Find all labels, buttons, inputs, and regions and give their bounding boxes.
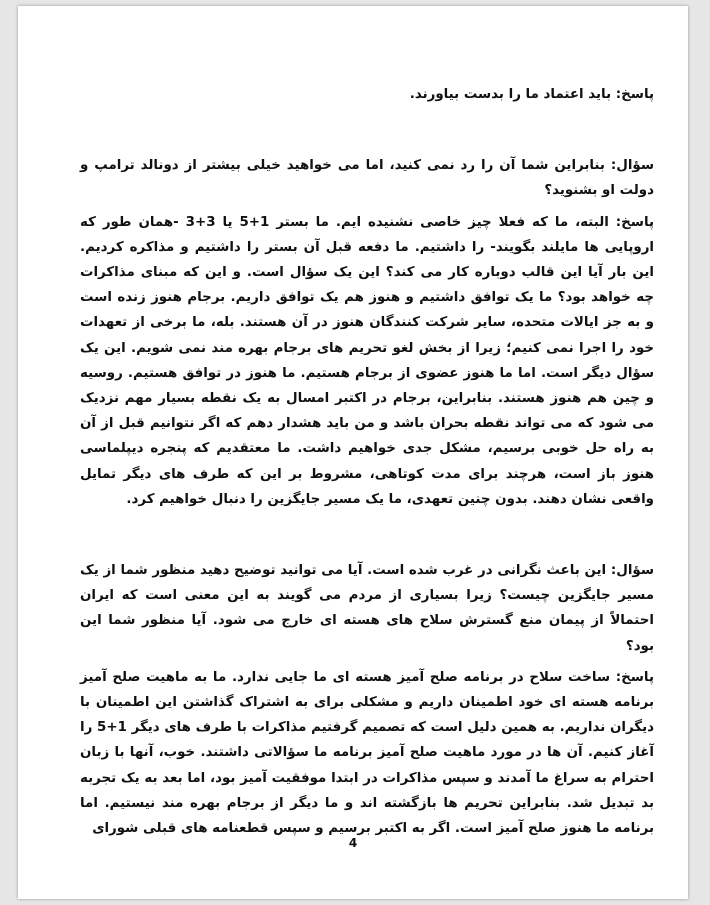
answer-paragraph: پاسخ: باید اعتماد ما را بدست بیاورند. <box>409 87 654 102</box>
document-body <box>80 82 654 841</box>
question-paragraph: سؤال: بنابراین شما آن را رد نمی کنید، اما می خواهید خیلی بیشتر از دونالد ترامپ و دولت او بشنوید؟ <box>80 158 654 199</box>
document-page <box>18 6 688 899</box>
answer-paragraph: پاسخ: ساخت سلاح در برنامه صلح آمیز هسته ای ما جایی ندارد. ما به ماهیت صلح آمیز برنامه هسته ای خود اطمینان داریم و مشکلی برای به اشتراک گذاشتن این اطمینان با دیگران نداریم. به همین دلیل است که تصمیم گرفتیم مذاکرات با طرف های دیگر 1+5 را آغاز کنیم. آن ها در مورد ماهیت صلح آمیز برنامه ما سؤالاتی داشتند. خوب، آنها با زبان احترام به سراغ ما آمدند و سپس مذاکرات در ابتدا موفقیت آمیز بود، اما بعد به یک تجربه بد تبدیل شد. بنابراین تحریم ها بازگشته اند و ما دیگر از برجام بهره مند نیستیم. اما برنامه ما هنوز صلح آمیز است. اگر به اکتبر برسیم و سپس قطعنامه های قبلی شورای <box>80 669 654 837</box>
answer-paragraph: پاسخ: البته، ما که فعلا چیز خاصی نشنیده ایم. ما بستر 1+5 یا 3+3 -همان طور که اروپایی ها مایلند بگویند- را داشتیم. ما دفعه قبل آن بستر را داشتیم و مذاکره کردیم. این بار آیا این قالب دوباره کار می کند؟ این یک سؤال است. و این که مبنای مذاکرات چه خواهد بود؟ ما یک توافق داشتیم و هنوز هم یک توافق داریم. برجام هنوز زنده است و به جز ایالات متحده، سایر شرکت کنندگان هنوز در آن هستند. بله، ما برخی از تعهدات خود را اجرا نمی کنیم؛ زیرا از بخش لغو تحریم های برجام بهره مند نمی شویم. این یک سؤال دیگر است. اما ما هنوز عضوی از برجام هستیم. ما هنوز در توافق هستیم. روسیه و چین هم هنوز هستند. بنابراین، برجام در اکتبر امسال به یک نقطه بسیار مهم نزدیک می شود که می تواند نقطه بحران باشد و من باید هشدار دهم که اگر نتوانیم قبل از آن به راه حل خوبی برسیم، مشکل جدی خواهیم داشت. ما معتقدیم که پنجره دیپلماسی هنوز باز است، هرچند برای مدت کوتاهی، مشروط بر این که طرف های دیگر تمایل واقعی نشان دهند. بدون چنین تعهدی، ما یک مسیر جایگزین را دنبال خواهیم کرد. <box>80 214 654 507</box>
page-number: 4 <box>348 836 358 850</box>
question-paragraph: سؤال: این باعث نگرانی در غرب شده است. آیا می توانید توضیح دهید منظور شما از یک مسیر جایگزین چیست؟ زیرا بسیاری از مردم می گویند به این معنی است که ایران احتمالاً از پیمان منع گسترش سلاح های هسته ای خارج می شود. آیا منظور شما این بود؟ <box>80 563 654 654</box>
